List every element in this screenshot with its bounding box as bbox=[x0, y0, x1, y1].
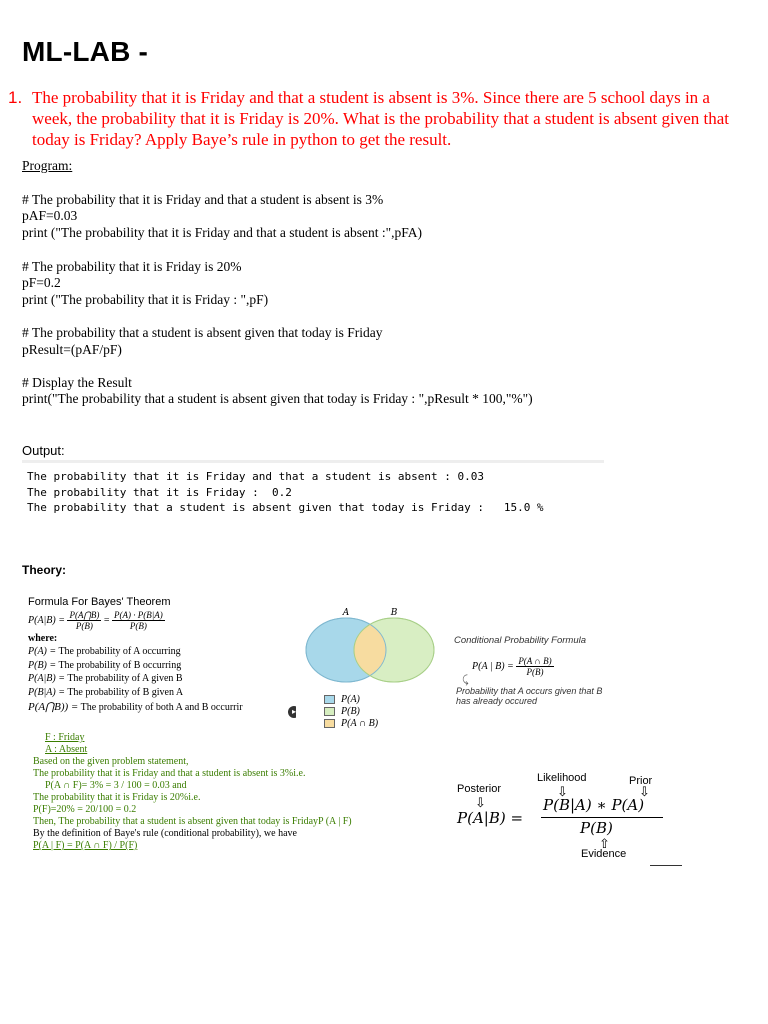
green-text: By the definition of Baye's rule (conditional probability), we have bbox=[33, 828, 297, 839]
evidence-label: Evidence bbox=[581, 848, 627, 860]
code-line: # The probability that it is Friday and that a student is absent is 3% bbox=[22, 192, 384, 207]
green-line bbox=[33, 744, 433, 756]
green-line bbox=[33, 840, 433, 852]
green-line bbox=[33, 828, 433, 840]
code-line: # The probability that it is Friday is 20% bbox=[22, 259, 242, 274]
legend-label: P(B) bbox=[341, 705, 360, 717]
formula-fraction-2 bbox=[112, 610, 165, 631]
formula-lhs: P(A|B) = bbox=[28, 614, 65, 626]
venn-label-a: A bbox=[342, 608, 350, 618]
venn-label-b: B bbox=[390, 608, 398, 618]
bayes-denominator: P(B) bbox=[580, 819, 613, 837]
venn-diagram bbox=[296, 606, 448, 729]
question-number: 1. bbox=[8, 88, 23, 107]
legend-item bbox=[324, 693, 448, 705]
posterior-label: Posterior bbox=[457, 783, 502, 795]
question-1 bbox=[8, 87, 753, 150]
definition-text: The probability of B given A bbox=[67, 686, 184, 698]
legend-swatch bbox=[324, 719, 335, 728]
conditional-lhs: P(A | B) = bbox=[472, 660, 514, 672]
green-line bbox=[33, 780, 433, 792]
definition-symbol: P(A) = bbox=[28, 646, 57, 657]
code-line: # The probability that a student is absent given that today is Friday bbox=[22, 325, 383, 340]
green-line: Then, The probability that a student is absent given that today is FridayP (A | F) bbox=[33, 816, 352, 827]
green-text: P(A ∩ F)= 3% = 3 / 100 = 0.03 and bbox=[45, 780, 187, 791]
legend-swatch bbox=[324, 707, 335, 716]
definition-row bbox=[28, 659, 290, 673]
green-line: The probability that it is Friday and that a student is absent is 3%i.e. bbox=[33, 768, 306, 779]
bayes-numerator: P(B|A) ∗ P(A) bbox=[543, 796, 645, 814]
code-line: print ("The probability that it is Friday and that a student is absent :",pFA) bbox=[22, 225, 422, 240]
code-line: # Display the Result bbox=[22, 375, 132, 390]
legend-swatch bbox=[324, 695, 335, 704]
divider bbox=[650, 865, 682, 866]
definition-row bbox=[28, 686, 290, 700]
green-text: P(A | F) = P(A ∩ F) / P(F) bbox=[33, 840, 138, 851]
green-line: P(F)=20% = 20/100 = 0.2 bbox=[33, 804, 137, 815]
down-arrow-icon: ⇩ bbox=[475, 795, 486, 810]
likelihood-label: Likelihood bbox=[537, 772, 587, 784]
formula-title: Formula For Bayes' Theorem bbox=[28, 596, 171, 608]
conditional-fraction bbox=[516, 656, 553, 677]
bayes-formula: P(A|B) = $\frac{P(A⋂B)}{P(B)}$ = $\frac{P(A) \cdot P(B|A)}{P(B)}$ bbox=[28, 609, 163, 631]
definition-text: The probability of both A and B occurrir bbox=[80, 702, 243, 713]
output-line: The probability that a student is absent given that today is Friday : 15.0 % bbox=[27, 501, 544, 514]
up-arrow-icon: ⇧ bbox=[599, 836, 610, 851]
venn-legend bbox=[296, 693, 448, 729]
fraction-numerator: P(A) · P(B|A) bbox=[114, 609, 163, 620]
definition-row bbox=[28, 672, 290, 686]
output-line: The probability that it is Friday and that a student is absent : 0.03 bbox=[27, 470, 484, 483]
prior-label: Prior bbox=[629, 775, 653, 787]
curve-arrow-icon: ⤹ bbox=[462, 674, 469, 686]
play-icon[interactable]: ▸ bbox=[288, 706, 300, 718]
question-text: The probability that it is Friday and that a student is absent is 3%. Since there are 5 school days in a week, the probability that it is Friday is 20%. What is the probability that a student is absent given that today is Friday? Apply Baye’s rule in python to get the result. bbox=[32, 88, 730, 149]
bayes-diagram bbox=[455, 766, 692, 866]
where-label: where: bbox=[28, 632, 58, 644]
legend-label: P(A ∩ B) bbox=[341, 717, 379, 729]
fraction-denominator: P(B) bbox=[129, 620, 147, 631]
code-line: print("The probability that a student is absent given that today is Friday : ",pResult * 100,"%") bbox=[22, 391, 533, 406]
legend-label: P(A) bbox=[341, 693, 360, 705]
conditional-title: Conditional Probability Formula bbox=[454, 635, 587, 646]
definition-text: The probability of B occurring bbox=[58, 659, 182, 671]
conditional-formula bbox=[472, 656, 554, 677]
code-line: pF=0.2 bbox=[22, 275, 61, 290]
program-label: Program: bbox=[22, 158, 73, 173]
fraction-denominator: P(B) bbox=[526, 667, 544, 677]
legend-item bbox=[324, 717, 448, 729]
bayes-formula-box bbox=[28, 596, 290, 726]
green-line: Based on the given problem statement, bbox=[33, 756, 189, 767]
green-line: The probability that it is Friday is 20%i.e. bbox=[33, 792, 201, 803]
formula-fraction-1 bbox=[67, 610, 101, 631]
page-title: ML-LAB - bbox=[22, 36, 149, 67]
fraction-numerator: P(A ∩ B) bbox=[518, 656, 552, 666]
down-arrow-icon: ⇩ bbox=[557, 784, 568, 799]
green-text: A : Absent bbox=[45, 744, 88, 755]
fraction-numerator: P(A⋂B) bbox=[69, 609, 100, 620]
code-line: pResult=(pAF/pF) bbox=[22, 342, 122, 357]
definition-symbol: P(A⋂B)) = bbox=[28, 701, 79, 713]
definition-text: The probability of A occurring bbox=[58, 646, 181, 657]
definition-symbol: P(B|A) = bbox=[28, 686, 65, 698]
green-line bbox=[33, 732, 433, 744]
fraction-bar bbox=[541, 817, 663, 818]
theory-label: Theory: bbox=[22, 563, 67, 577]
code-line: print ("The probability that it is Friday : ",pF) bbox=[22, 292, 269, 307]
down-arrow-icon: ⇩ bbox=[639, 784, 650, 799]
fraction-denominator: P(B) bbox=[75, 620, 93, 631]
bayes-lhs: P(A|B) = bbox=[457, 809, 524, 827]
definition-symbol: P(B) = bbox=[28, 659, 57, 671]
definition-row bbox=[28, 701, 290, 715]
green-text: F : Friday bbox=[45, 732, 85, 743]
definition-row bbox=[28, 645, 290, 659]
output-label: Output: bbox=[22, 443, 65, 458]
legend-item bbox=[324, 705, 448, 717]
conditional-note: Probability that A occurs given that B has already occured bbox=[456, 686, 603, 706]
definition-symbol: P(A|B) = bbox=[28, 673, 65, 684]
output-line: The probability that it is Friday : 0.2 bbox=[27, 486, 292, 499]
definition-text: The probability of A given B bbox=[67, 673, 183, 684]
code-line: pAF=0.03 bbox=[22, 208, 78, 223]
venn-svg bbox=[296, 606, 448, 688]
